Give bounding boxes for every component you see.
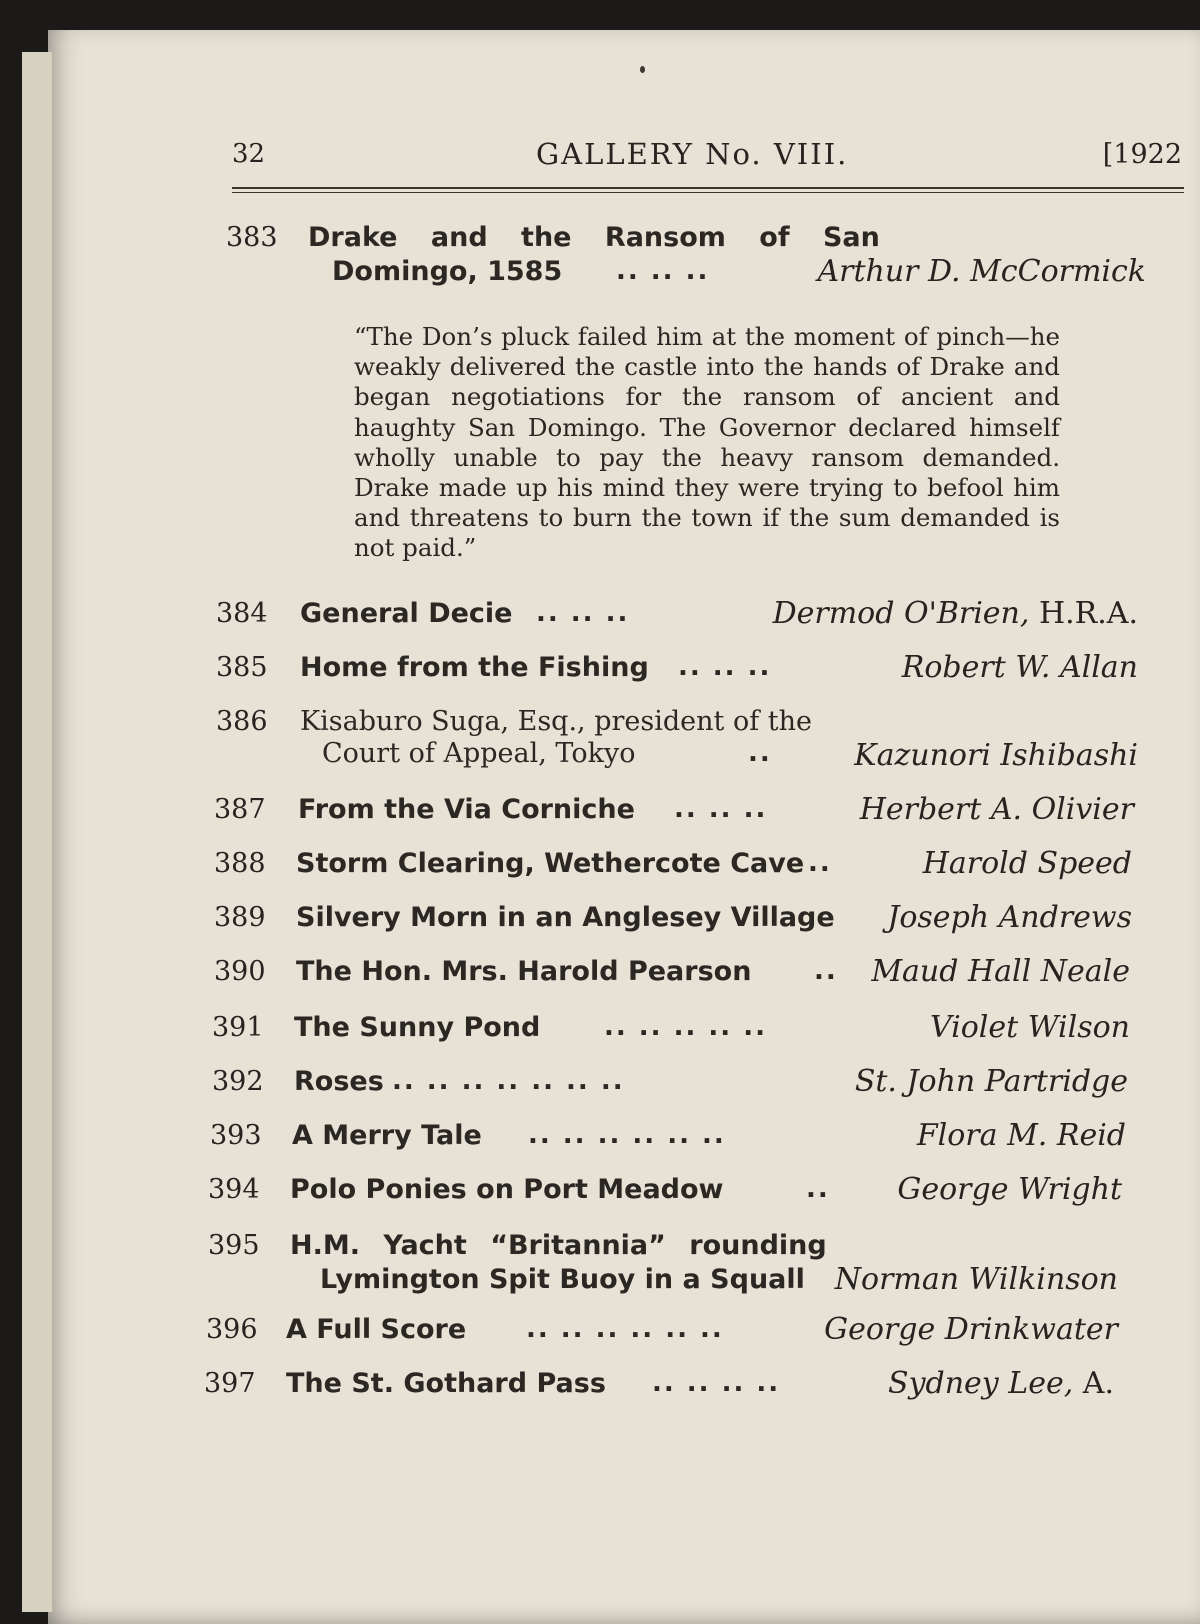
entry-number: 394 (208, 1174, 260, 1205)
catalogue-entry (214, 848, 1132, 888)
catalogue-year: [1922 (1102, 139, 1182, 170)
catalogue-entry (212, 1012, 1130, 1052)
catalogue-entry (216, 706, 1138, 776)
artist-name: Joseph Andrews (887, 900, 1132, 935)
dot-leader: .. .. .. .. (652, 1368, 781, 1398)
dot-leader: .. .. .. (674, 794, 768, 824)
entry-number: 386 (216, 706, 268, 737)
entry-title: The Hon. Mrs. Harold Pearson (296, 956, 752, 987)
entry-title-continued: Lymington Spit Buoy in a Squall (320, 1264, 805, 1295)
dot-leader: .. (808, 848, 832, 878)
running-header (232, 135, 1182, 175)
artist-name: George Wright (897, 1172, 1122, 1207)
artist-name: Robert W. Allan (901, 650, 1138, 685)
page-edge (22, 52, 53, 1612)
artist-name: Flora M. Reid (916, 1118, 1126, 1153)
description-quote: “The Don’s pluck failed him at the moment of pinch—he weakly delivered the castle into the hands of Drake and began negotiations for the ransom of ancient and haughty San Domingo. The Governor declared himself wholly unable to pay the heavy ransom demanded. Drake made up his mind they were trying to befool him and threatens to burn the town if the sum demanded is not paid.” (354, 322, 1060, 563)
dot-leader: .. .. .. (616, 256, 710, 286)
entry-number: 389 (214, 902, 266, 933)
entry-number: 387 (214, 794, 266, 825)
catalogue-entry (208, 1174, 1122, 1214)
entry-title: Drake and the Ransom of San (308, 222, 880, 253)
dot-leader: .. .. .. .. .. (604, 1012, 767, 1042)
artist-name: St. John Partridge (854, 1064, 1128, 1099)
entry-title: Silvery Morn in an Anglesey Village (296, 902, 835, 933)
catalogue-entry (226, 222, 1146, 292)
artist-name: Dermod O'Brien, H.R.A. (772, 596, 1138, 631)
entry-number: 383 (226, 222, 278, 253)
catalogue-entry (206, 1314, 1118, 1354)
artist-name: Kazunori Ishibashi (854, 738, 1138, 773)
entry-number: 388 (214, 848, 266, 879)
dot-leader: .. (806, 1174, 830, 1204)
entry-title: Storm Clearing, Wethercote Cave (296, 848, 805, 879)
catalogue-entry (210, 1120, 1126, 1160)
entry-number: 393 (210, 1120, 262, 1151)
dot-leader: .. .. .. (678, 652, 772, 682)
entry-title: The Sunny Pond (294, 1012, 541, 1043)
artist-name: Herbert A. Olivier (859, 792, 1134, 827)
catalogue-entry (214, 794, 1134, 834)
entry-number: 395 (208, 1230, 260, 1261)
artist-name: Sydney Lee, A. (888, 1366, 1114, 1401)
entry-title: Kisaburo Suga, Esq., president of the (300, 706, 812, 737)
dot-leader: .. (814, 956, 838, 986)
entry-title: General Decie (300, 598, 513, 629)
dot-leader: .. (748, 738, 772, 768)
entry-title: The St. Gothard Pass (286, 1368, 606, 1399)
entry-title: H.M. Yacht “Britannia” rounding (290, 1230, 827, 1261)
page-number: 32 (232, 139, 266, 169)
gallery-title: GALLERY No. VIII. (536, 137, 849, 171)
entry-number: 390 (214, 956, 266, 987)
catalogue-entry (216, 652, 1138, 692)
entry-title: A Merry Tale (292, 1120, 482, 1151)
header-rule (232, 187, 1184, 189)
ink-dot (640, 66, 645, 73)
dot-leader: .. .. .. .. .. .. (528, 1120, 726, 1150)
artist-name: Harold Speed (922, 846, 1132, 881)
catalogue-entry (204, 1368, 1114, 1408)
entry-number: 384 (216, 598, 268, 629)
artist-name: Norman Wilkinson (834, 1262, 1118, 1297)
catalogue-entry (214, 902, 1132, 942)
entry-title-continued: Court of Appeal, Tokyo (322, 738, 636, 769)
dot-leader: .. .. .. .. .. .. .. (392, 1066, 625, 1096)
entry-number: 392 (212, 1066, 264, 1097)
catalogue-entry (212, 1066, 1128, 1106)
header-rule-thin (232, 192, 1184, 193)
artist-name: Arthur D. McCormick (817, 254, 1146, 289)
catalogue-entry (214, 956, 1130, 996)
artist-name: Maud Hall Neale (871, 954, 1130, 989)
catalogue-entry (216, 598, 1138, 638)
artist-name: Violet Wilson (929, 1010, 1130, 1045)
entry-title: A Full Score (286, 1314, 467, 1345)
dot-leader: .. .. .. (536, 598, 630, 628)
dot-leader: .. .. .. .. .. .. (526, 1314, 724, 1344)
entry-number: 397 (204, 1368, 256, 1399)
artist-name: George Drinkwater (824, 1312, 1118, 1347)
entry-title-continued: Domingo, 1585 (332, 256, 563, 287)
entry-number: 385 (216, 652, 268, 683)
entry-number: 396 (206, 1314, 258, 1345)
entry-title: Home from the Fishing (300, 652, 649, 683)
entry-title: From the Via Corniche (298, 794, 635, 825)
entry-title: Roses (294, 1066, 384, 1097)
entry-number: 391 (212, 1012, 264, 1043)
entry-title: Polo Ponies on Port Meadow (290, 1174, 724, 1205)
catalogue-entry (208, 1230, 1118, 1300)
